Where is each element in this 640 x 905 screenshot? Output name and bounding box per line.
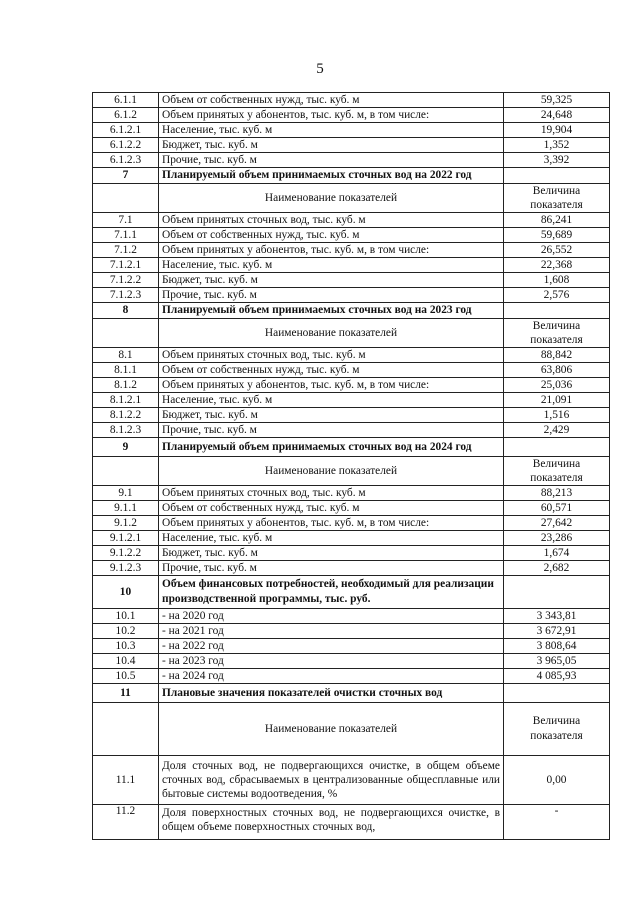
indicator-name: Объем от собственных нужд, тыс. куб. м [159,363,504,378]
row-number: 8.1.2.2 [93,408,159,423]
indicator-name: Население, тыс. куб. м [159,531,504,546]
indicator-name: Прочие, тыс. куб. м [159,153,504,168]
section-title: Объем финансовых потребностей, необходимый для реализации производственной программы, тыс. руб. [159,576,504,609]
row-number: 9.1.2.2 [93,546,159,561]
indicator-value: 3,392 [504,153,610,168]
indicator-name: Объем принятых сточных вод, тыс. куб. м [159,213,504,228]
row-number: 6.1.2.3 [93,153,159,168]
table-row [93,516,610,531]
indicator-value: 86,241 [504,213,610,228]
indicator-value: 1,516 [504,408,610,423]
section-row [93,303,610,319]
indicator-value: 19,904 [504,123,610,138]
indicator-value: 1,352 [504,138,610,153]
column-header-name: Наименование показателей [159,319,504,348]
section-row [93,168,610,184]
row-number: 8.1.1 [93,363,159,378]
indicator-value: 63,806 [504,363,610,378]
row-number: 9.1.2.3 [93,561,159,576]
column-header-row [93,703,610,756]
column-header-value: Величина показателя [504,457,610,486]
indicator-value: 2,429 [504,423,610,438]
indicator-value [504,438,610,457]
indicator-value: 23,286 [504,531,610,546]
column-header-name: Наименование показателей [159,184,504,213]
indicator-name: - на 2022 год [159,639,504,654]
indicator-value: 3 343,81 [504,609,610,624]
indicator-name: - на 2024 год [159,669,504,684]
table-row [93,363,610,378]
table-row [93,408,610,423]
indicator-name: Бюджет, тыс. куб. м [159,273,504,288]
table-row [93,756,610,805]
indicator-value: 27,642 [504,516,610,531]
table-row [93,378,610,393]
indicator-value: 24,648 [504,108,610,123]
row-number [93,184,159,213]
table-row [93,243,610,258]
section-title: Плановые значения показателей очистки сточных вод [159,684,504,703]
table-row [93,654,610,669]
column-header-row [93,457,610,486]
row-number: 8.1.2.3 [93,423,159,438]
row-number: 7.1 [93,213,159,228]
indicator-value: 59,325 [504,93,610,108]
indicator-value: 60,571 [504,501,610,516]
row-number: 9 [93,438,159,457]
row-number: 10.4 [93,654,159,669]
row-number: 10.2 [93,624,159,639]
table-row [93,669,610,684]
indicator-value [504,168,610,184]
section-row [93,684,610,703]
table-row [93,486,610,501]
indicator-name: Объем от собственных нужд, тыс. куб. м [159,228,504,243]
indicator-value: 2,576 [504,288,610,303]
indicator-value: 21,091 [504,393,610,408]
indicator-name: Население, тыс. куб. м [159,123,504,138]
table-row [93,273,610,288]
indicator-name: Прочие, тыс. куб. м [159,561,504,576]
row-number: 7 [93,168,159,184]
indicator-value [504,303,610,319]
table-row [93,423,610,438]
row-number: 6.1.1 [93,93,159,108]
table-row [93,546,610,561]
indicator-value: 88,213 [504,486,610,501]
table-row [93,153,610,168]
table-body [93,93,610,840]
section-row [93,438,610,457]
indicator-value: 59,689 [504,228,610,243]
indicator-name: Доля поверхностных сточных вод, не подвергающихся очистке, в общем объеме поверхностных сточных вод, [159,805,504,840]
column-header-row [93,184,610,213]
table-row [93,561,610,576]
indicator-value: 0,00 [504,756,610,805]
row-number: 9.1.2 [93,516,159,531]
indicator-value: 3 965,05 [504,654,610,669]
row-number: 7.1.2.2 [93,273,159,288]
indicator-name: Прочие, тыс. куб. м [159,423,504,438]
indicator-value: 88,842 [504,348,610,363]
column-header-value: Величина показателя [504,184,610,213]
row-number: 9.1.1 [93,501,159,516]
section-title: Планируемый объем принимаемых сточных вод на 2024 год [159,438,504,457]
row-number: 9.1.2.1 [93,531,159,546]
row-number: 7.1.2 [93,243,159,258]
table-row [93,213,610,228]
indicator-name: - на 2023 год [159,654,504,669]
indicator-name: - на 2020 год [159,609,504,624]
table-row [93,348,610,363]
table-row [93,393,610,408]
indicator-name: Объем принятых у абонентов, тыс. куб. м, в том числе: [159,108,504,123]
section-title: Планируемый объем принимаемых сточных вод на 2022 год [159,168,504,184]
indicator-value: 2,682 [504,561,610,576]
indicator-value: 25,036 [504,378,610,393]
indicator-name: Бюджет, тыс. куб. м [159,138,504,153]
indicator-value: 22,368 [504,258,610,273]
indicator-name: Доля сточных вод, не подвергающихся очистке, в общем объеме сточных вод, сбрасываемых в централизованные общесплавные или бытовые системы водоотведения, % [159,756,504,805]
row-number [93,319,159,348]
indicator-name: Объем от собственных нужд, тыс. куб. м [159,93,504,108]
column-header-name: Наименование показателей [159,703,504,756]
row-number: 10 [93,576,159,609]
row-number: 8.1.2.1 [93,393,159,408]
table-row [93,93,610,108]
table-row [93,639,610,654]
indicator-value: - [504,805,610,840]
row-number: 6.1.2.2 [93,138,159,153]
row-number: 7.1.2.3 [93,288,159,303]
row-number [93,703,159,756]
table-row [93,258,610,273]
indicator-value: 4 085,93 [504,669,610,684]
table-row [93,288,610,303]
indicator-name: Прочие, тыс. куб. м [159,288,504,303]
row-number [93,457,159,486]
row-number: 9.1 [93,486,159,501]
indicator-value: 3 672,91 [504,624,610,639]
row-number: 7.1.2.1 [93,258,159,273]
row-number: 8 [93,303,159,319]
indicator-name: - на 2021 год [159,624,504,639]
indicator-name: Население, тыс. куб. м [159,393,504,408]
table-row [93,108,610,123]
row-number: 6.1.2.1 [93,123,159,138]
table-row [93,531,610,546]
row-number: 8.1 [93,348,159,363]
indicator-name: Бюджет, тыс. куб. м [159,408,504,423]
row-number: 7.1.1 [93,228,159,243]
column-header-row [93,319,610,348]
indicator-name: Объем принятых у абонентов, тыс. куб. м, в том числе: [159,378,504,393]
table-row [93,501,610,516]
indicator-name: Бюджет, тыс. куб. м [159,546,504,561]
row-number: 8.1.2 [93,378,159,393]
indicator-name: Объем принятых сточных вод, тыс. куб. м [159,486,504,501]
table-row [93,624,610,639]
table-row [93,123,610,138]
indicator-name: Объем принятых у абонентов, тыс. куб. м, в том числе: [159,516,504,531]
table-row [93,228,610,243]
indicator-value [504,576,610,609]
indicator-value: 3 808,64 [504,639,610,654]
row-number: 11.2 [93,805,159,840]
row-number: 10.3 [93,639,159,654]
row-number: 10.5 [93,669,159,684]
table-row [93,138,610,153]
section-title: Планируемый объем принимаемых сточных вод на 2023 год [159,303,504,319]
indicator-value [504,684,610,703]
indicator-name: Население, тыс. куб. м [159,258,504,273]
row-number: 6.1.2 [93,108,159,123]
indicator-name: Объем принятых сточных вод, тыс. куб. м [159,348,504,363]
section-row [93,576,610,609]
indicator-value: 26,552 [504,243,610,258]
table-row [93,805,610,840]
column-header-value: Величина показателя [504,319,610,348]
indicator-name: Объем принятых у абонентов, тыс. куб. м, в том числе: [159,243,504,258]
indicator-name: Объем от собственных нужд, тыс. куб. м [159,501,504,516]
table-row [93,609,610,624]
row-number: 11.1 [93,756,159,805]
column-header-name: Наименование показателей [159,457,504,486]
page-number: 5 [316,61,324,77]
row-number: 10.1 [93,609,159,624]
production-program-table [92,92,610,840]
column-header-value: Величина показателя [504,703,610,756]
indicator-value: 1,608 [504,273,610,288]
indicator-value: 1,674 [504,546,610,561]
row-number: 11 [93,684,159,703]
